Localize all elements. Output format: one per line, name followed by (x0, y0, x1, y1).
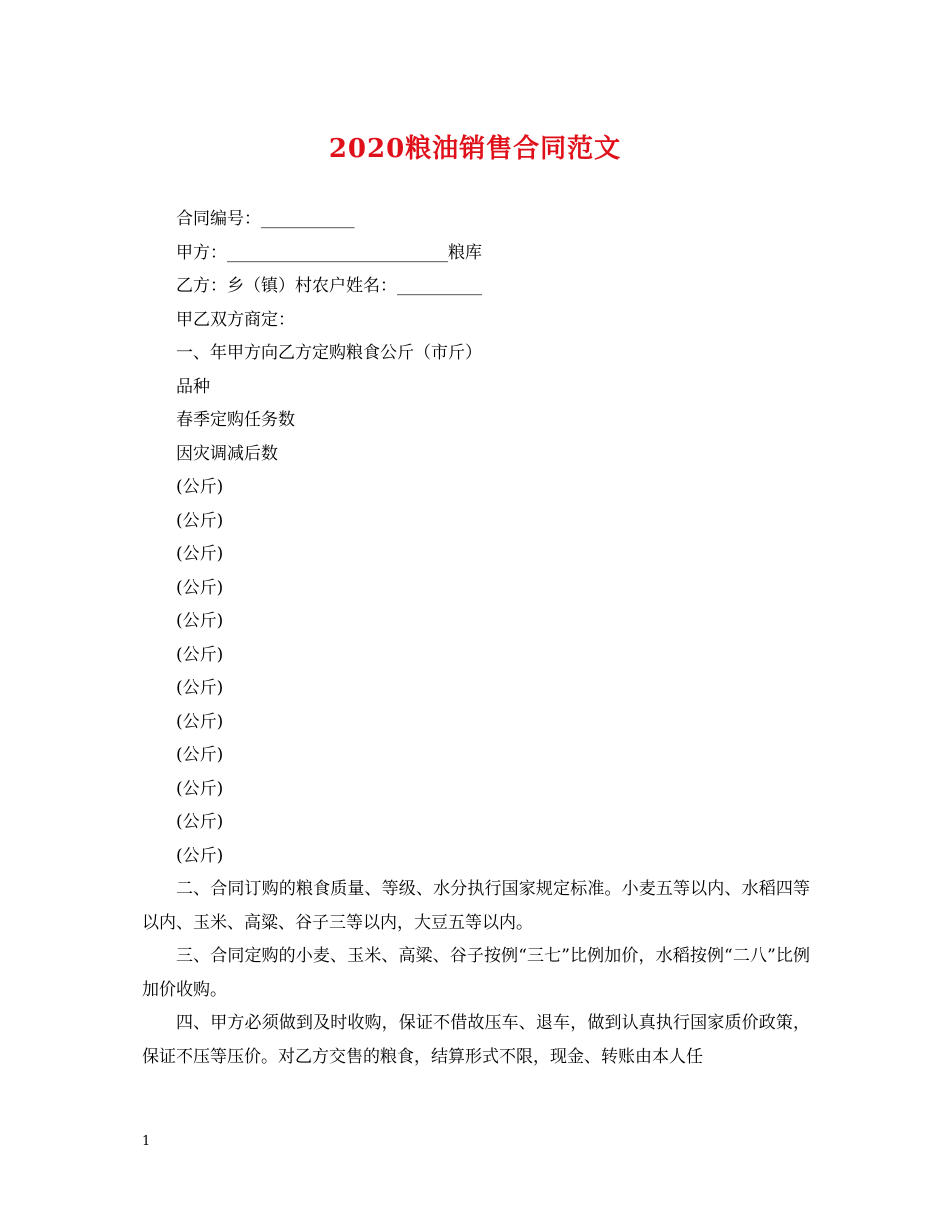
clause-three-paragraph: 三、合同定购的小麦、玉米、高粱、谷子按例“三七”比例加价，水稻按例“二八”比例加价收购。 (142, 946, 810, 1000)
clause-one-line: 一、年甲方向乙方定购粮食公斤（市斤） (176, 343, 482, 363)
clause-two-paragraph: 二、合同订购的粮食质量、等级、水分执行国家规定标准。小麦五等以内、水稻四等以内、玉米、高粱、谷子三等以内，大豆五等以内。 (142, 879, 810, 933)
contract-number-line: 合同编号：___________ (176, 209, 355, 229)
unit-line: (公斤) (176, 778, 224, 799)
agreement-intro-line: 甲乙双方商定： (176, 309, 295, 330)
unit-line: (公斤) (176, 510, 224, 531)
unit-line: (公斤) (176, 678, 224, 698)
disaster-adjusted-line: 因灾调减后数 (176, 443, 278, 464)
document-body (142, 203, 810, 1074)
clause-four-paragraph: 四、甲方必须做到及时收购，保证不借故压车、退车，做到认真执行国家质价政策，保证不压等压价。对乙方交售的粮食，结算形式不限，现金、转账由本人任 (142, 1013, 810, 1067)
party-b-line: 乙方：乡（镇）村农户姓名：__________ (176, 276, 482, 296)
spring-quota-line: 春季定购任务数 (176, 410, 295, 430)
party-a-line: 甲方：__________________________粮库 (176, 242, 482, 263)
variety-line: 品种 (176, 376, 210, 397)
unit-line: (公斤) (176, 644, 224, 665)
unit-line: (公斤) (176, 845, 224, 866)
page-number: 1 (142, 1134, 151, 1149)
unit-line: (公斤) (176, 611, 224, 631)
unit-line: (公斤) (176, 544, 224, 564)
unit-line: (公斤) (176, 711, 224, 732)
document-title: 2020粮油销售合同范文 (328, 134, 622, 164)
unit-line: (公斤) (176, 745, 224, 765)
unit-line: (公斤) (176, 812, 224, 832)
unit-line: (公斤) (176, 477, 224, 497)
unit-line: (公斤) (176, 577, 224, 598)
